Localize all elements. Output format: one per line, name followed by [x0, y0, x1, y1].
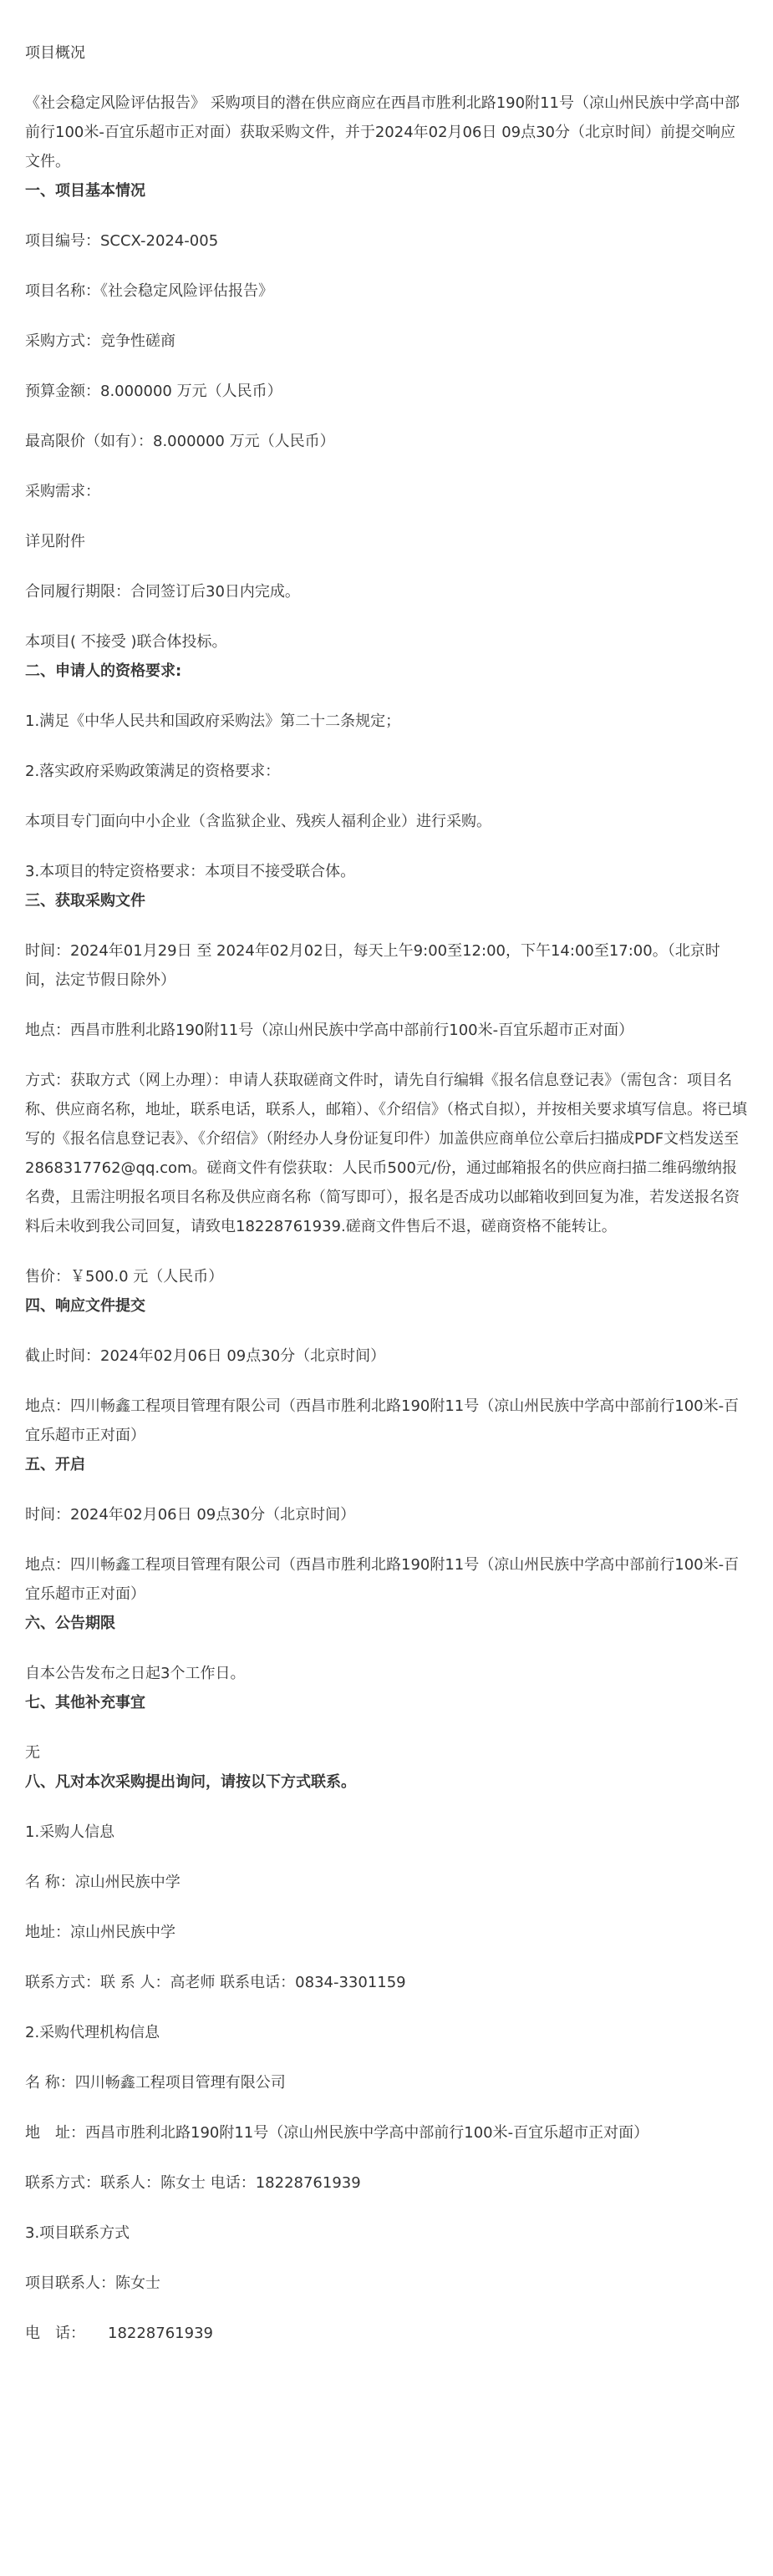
buyer-contact: 联系方式：联 系 人：高老师 联系电话：0834-3301159 [25, 1974, 406, 1991]
buyer-name: 名 称：凉山州民族中学 [25, 1874, 181, 1891]
agent-info-title: 2.采购代理机构信息 [25, 2024, 160, 2041]
qualification-item-3: 3.本项目的特定资格要求：本项目不接受联合体。 [25, 863, 356, 880]
project-contact-phone: 电 话： 18228761939 [25, 2325, 213, 2342]
section-2-title: 二、申请人的资格要求: [25, 662, 182, 680]
project-number: 项目编号：SCCX-2024-005 [25, 232, 219, 250]
section-4-title: 四、响应文件提交 [25, 1297, 145, 1315]
qualification-item-2: 2.落实政府采购政策满足的资格要求： [25, 763, 281, 780]
agent-name: 名 称：四川畅鑫工程项目管理有限公司 [25, 2074, 286, 2092]
demand-label: 采购需求： [25, 483, 100, 500]
section-1-title: 一、项目基本情况 [25, 182, 145, 200]
consortium-note: 本项目( 不接受 )联合体投标。 [25, 633, 227, 651]
buyer-info-title: 1.采购人信息 [25, 1823, 115, 1841]
qualification-item-1: 1.满足《中华人民共和国政府采购法》第二十二条规定； [25, 712, 401, 730]
obtain-time: 时间：2024年01月29日 至 2024年02月02日，每天上午9:00至12:00，下午14:00至17:00。（北京时间，法定节假日除外） [25, 942, 720, 989]
agent-contact: 联系方式：联系人：陈女士 电话：18228761939 [25, 2174, 361, 2192]
other-matters: 无 [25, 1744, 40, 1762]
agent-address: 地 址：西昌市胜利北路190附11号（凉山州民族中学高中部前行100米-百宜乐超市正对面） [25, 2124, 649, 2142]
section-5-title: 五、开启 [25, 1456, 85, 1473]
opening-place: 地点：四川畅鑫工程项目管理有限公司（西昌市胜利北路190附11号（凉山州民族中学高中部前行100米-百宜乐超市正对面） [25, 1556, 740, 1603]
demand-value: 详见附件 [25, 533, 85, 550]
obtain-method: 方式：获取方式（网上办理）：申请人获取磋商文件时，请先自行编辑《报名信息登记表》（需包含：项目名称、供应商名称，地址，联系电话，联系人，邮箱）、《介绍信》（格式自拟），并按相关要求填写信息。将已填写的《报名信息登记表》、《介绍信》（附经办人身份证复印件）加盖供应商单位公章后扫描成PDF文档发送至2868317762@qq.com。磋商文件有偿获取：人民币500元/份，通过邮箱报名的供应商扫描二维码缴纳报名费，且需注明报名项目名称及供应商名称（简写即可），报名是否成功以邮箱收到回复为准，若发送报名资料后未收到我公司回复，请致电18228761939.磋商文件售后不退，磋商资格不能转让。 [25, 1072, 747, 1235]
submission-deadline: 截止时间：2024年02月06日 09点30分（北京时间） [25, 1347, 386, 1365]
project-name: 项目名称：《社会稳定风险评估报告》 [25, 282, 273, 300]
budget-amount: 预算金额：8.000000 万元（人民币） [25, 383, 282, 400]
opening-time: 时间：2024年02月06日 09点30分（北京时间） [25, 1506, 356, 1524]
announcement-period: 自本公告发布之日起3个工作日。 [25, 1665, 246, 1682]
section-7-title: 七、其他补充事宜 [25, 1694, 145, 1711]
obtain-place: 地点：西昌市胜利北路190附11号（凉山州民族中学高中部前行100米-百宜乐超市正对面） [25, 1022, 634, 1039]
section-3-title: 三、获取采购文件 [25, 892, 145, 910]
overview-title: 项目概况 [25, 44, 85, 62]
qualification-item-2-detail: 本项目专门面向中小企业（含监狱企业、残疾人福利企业）进行采购。 [25, 813, 491, 830]
section-6-title: 六、公告期限 [25, 1615, 115, 1632]
overview-text: 《社会稳定风险评估报告》 采购项目的潜在供应商应在西昌市胜利北路190附11号（凉山州民族中学高中部前行100米-百宜乐超市正对面）获取采购文件，并于2024年02月06日 09点30分（北京时间）前提交响应文件。 [25, 94, 740, 170]
document-price: 售价：￥500.0 元（人民币） [25, 1268, 224, 1285]
contract-period: 合同履行期限：合同签订后30日内完成。 [25, 583, 300, 601]
max-price: 最高限价（如有）：8.000000 万元（人民币） [25, 433, 335, 450]
submission-place: 地点：四川畅鑫工程项目管理有限公司（西昌市胜利北路190附11号（凉山州民族中学高中部前行100米-百宜乐超市正对面） [25, 1397, 740, 1444]
project-contact-title: 3.项目联系方式 [25, 2224, 130, 2242]
project-contact-person: 项目联系人：陈女士 [25, 2274, 160, 2292]
buyer-address: 地址：凉山州民族中学 [25, 1924, 175, 1941]
procurement-method: 采购方式：竞争性磋商 [25, 332, 175, 350]
section-8-title: 八、凡对本次采购提出询问，请按以下方式联系。 [25, 1773, 356, 1791]
